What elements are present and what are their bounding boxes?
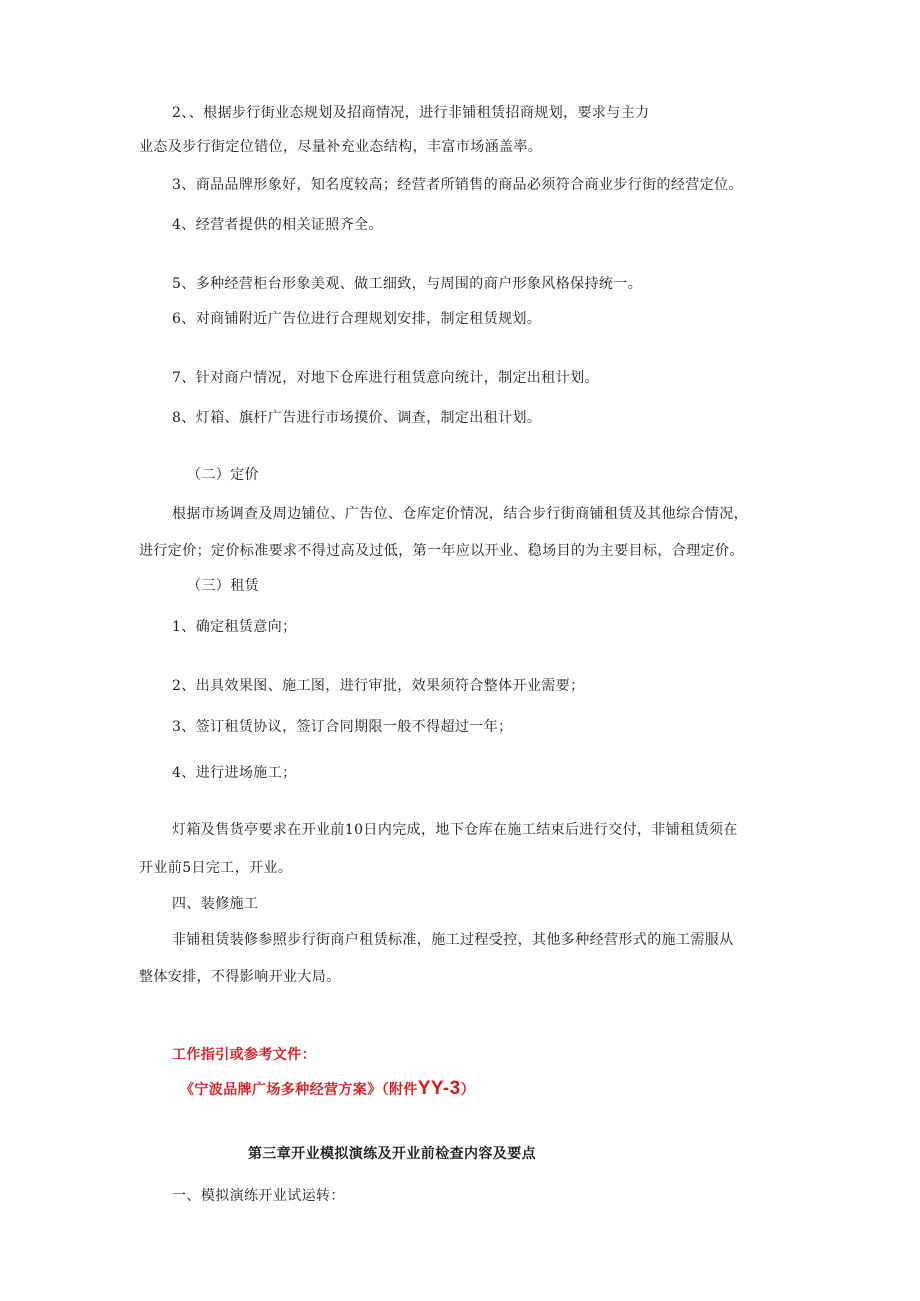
reference-document <box>180 1079 475 1100</box>
pricing-paragraph-line-1: 根据市场调查及周边铺位、广告位、仓库定价情况，结合步行街商铺租赁及其他综合情况， <box>172 506 748 522</box>
section-heading-leasing: （三）租赁 <box>187 578 259 594</box>
chapter-title: 第三章开业模拟演练及开业前检查内容及要点 <box>248 1146 536 1162</box>
reference-document-title: 《宁波品牌广场多种经营方案》（附件 <box>180 1082 418 1098</box>
leasing-item-1: 1、确定租赁意向； <box>172 619 297 635</box>
section-heading-renovation: 四、装修施工 <box>172 896 259 912</box>
schedule-paragraph-line-1: 灯箱及售货亭要求在开业前10日内完成，地下仓库在施工结束后进行交付，非铺租赁须在 <box>172 822 738 838</box>
leasing-item-4: 4、进行进场施工； <box>172 765 297 781</box>
pricing-paragraph-line-2: 进行定价；定价标准要求不得过高及过低，第一年应以开业、稳场目的为主要目标，合理定价。 <box>139 543 744 559</box>
list-item-2-continued: 业态及步行街定位错位，尽量补充业态结构，丰富市场涵盖率。 <box>139 139 543 155</box>
list-item-5: 5、多种经营柜台形象美观、做工细致，与周围的商户形象风格保持统一。 <box>172 276 643 292</box>
list-item-6: 6、对商铺附近广告位进行合理规划安排，制定租赁规划。 <box>172 311 542 327</box>
renovation-paragraph-line-1: 非铺租赁装修参照步行街商户租赁标准，施工过程受控，其他多种经营形式的施工需服从 <box>172 932 734 948</box>
reference-closing-paren: ） <box>460 1082 476 1098</box>
renovation-paragraph-line-2: 整体安排，不得影响开业大局。 <box>139 969 341 985</box>
section-heading-simulation: 一、模拟演练开业试运转： <box>172 1188 345 1204</box>
list-item-2: 2、、根据步行街业态规划及招商情况，进行非铺租赁招商规划，要求与主力 <box>172 105 650 121</box>
list-item-7: 7、针对商户情况，对地下仓库进行租赁意向统计，制定出租计划。 <box>172 370 599 386</box>
reference-attachment-code: YY-3 <box>417 1078 461 1099</box>
reference-heading: 工作指引或参考文件： <box>172 1047 316 1063</box>
list-item-3: 3、商品品牌形象好，知名度较高；经营者所销售的商品必须符合商业步行街的经营定位。 <box>172 177 743 193</box>
leasing-item-3: 3、签订租赁协议，签订合同期限一般不得超过一年； <box>172 719 513 735</box>
list-item-4: 4、经营者提供的相关证照齐全。 <box>172 217 383 233</box>
list-item-8: 8、灯箱、旗杆广告进行市场摸价、调查，制定出租计划。 <box>172 410 542 426</box>
section-heading-pricing: （二）定价 <box>187 467 259 483</box>
schedule-paragraph-line-2: 开业前5日完工，开业。 <box>139 860 293 876</box>
leasing-item-2: 2、出具效果图、施工图，进行审批，效果须符合整体开业需要； <box>172 678 585 694</box>
